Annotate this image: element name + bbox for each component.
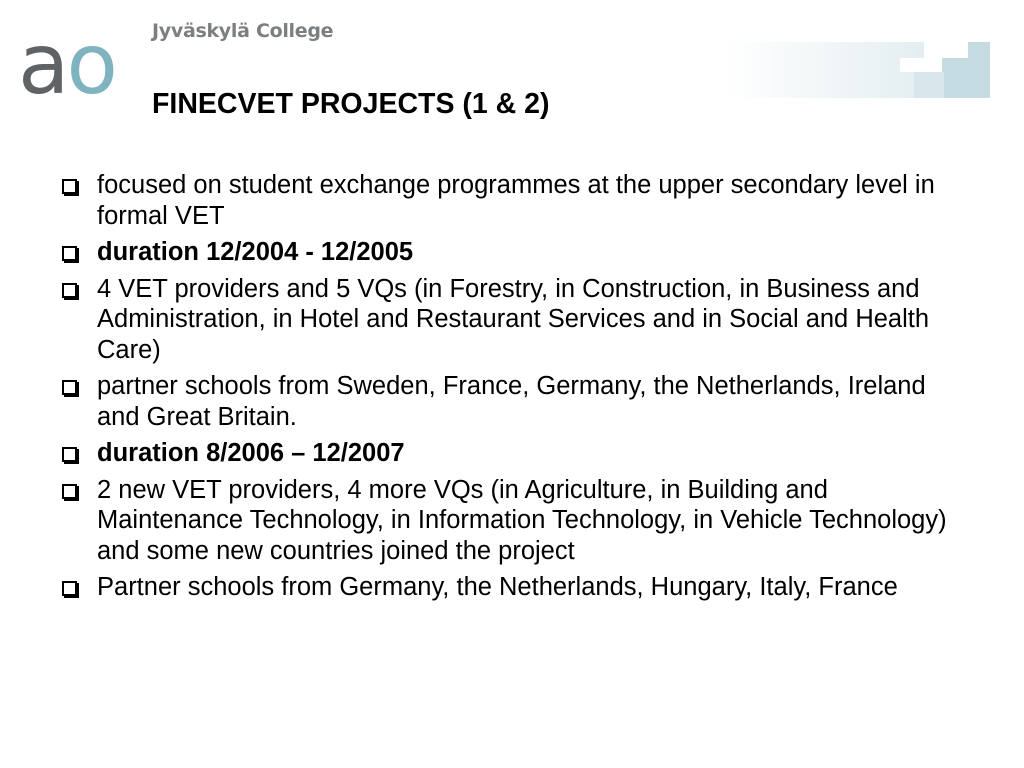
checkbox-square-icon (62, 484, 77, 499)
bullet-item (62, 237, 972, 268)
college-logo (18, 14, 115, 114)
bullet-text: focused on student exchange programmes at the upper secondary level in formal VET (97, 171, 935, 230)
checkbox-square-icon (62, 581, 77, 596)
decoration-step-white-2 (900, 58, 942, 72)
bullet-text: 4 VET providers and 5 VQs (in Forestry, in Construction, in Business and Administration, in Hotel and Restaurant Services and in Social and Health Care) (97, 274, 930, 364)
decoration-step-white-1 (924, 42, 968, 58)
checkbox-square-icon (62, 179, 77, 194)
checkbox-square-icon (62, 283, 77, 298)
bullet-item (62, 274, 972, 366)
bullet-text: duration 8/2006 – 12/2007 (97, 439, 405, 467)
decoration-step-low (914, 72, 944, 98)
bullet-item (62, 170, 972, 231)
checkbox-square-icon (62, 447, 77, 462)
college-name: Jyväskylä College (152, 20, 334, 42)
bullet-item (62, 475, 972, 567)
bullet-item (62, 371, 972, 432)
decoration-step-middle (942, 58, 972, 98)
bullet-text: 2 new VET providers, 4 more VQs (in Agriculture, in Building and Maintenance Technology, in Information Technology, in Vehicle Technology) and some new countries joined the project (97, 475, 947, 565)
checkbox-square-icon (62, 246, 77, 261)
stair-steps-decoration (724, 42, 990, 100)
bullet-text: partner schools from Sweden, France, Germany, the Netherlands, Ireland and Great Britain. (97, 372, 926, 431)
bullet-list (62, 170, 972, 609)
bullet-text: Partner schools from Germany, the Netherlands, Hungary, Italy, France (97, 573, 898, 601)
logo-letter-a: a (18, 15, 67, 113)
logo-letter-o: o (66, 15, 115, 113)
slide-title: FINECVET PROJECTS (1 & 2) (152, 88, 550, 120)
bullet-text: duration 12/2004 - 12/2005 (97, 238, 414, 266)
checkbox-square-icon (62, 380, 77, 395)
decoration-band-back (724, 42, 926, 98)
bullet-item (62, 438, 972, 469)
bullet-item (62, 572, 972, 603)
